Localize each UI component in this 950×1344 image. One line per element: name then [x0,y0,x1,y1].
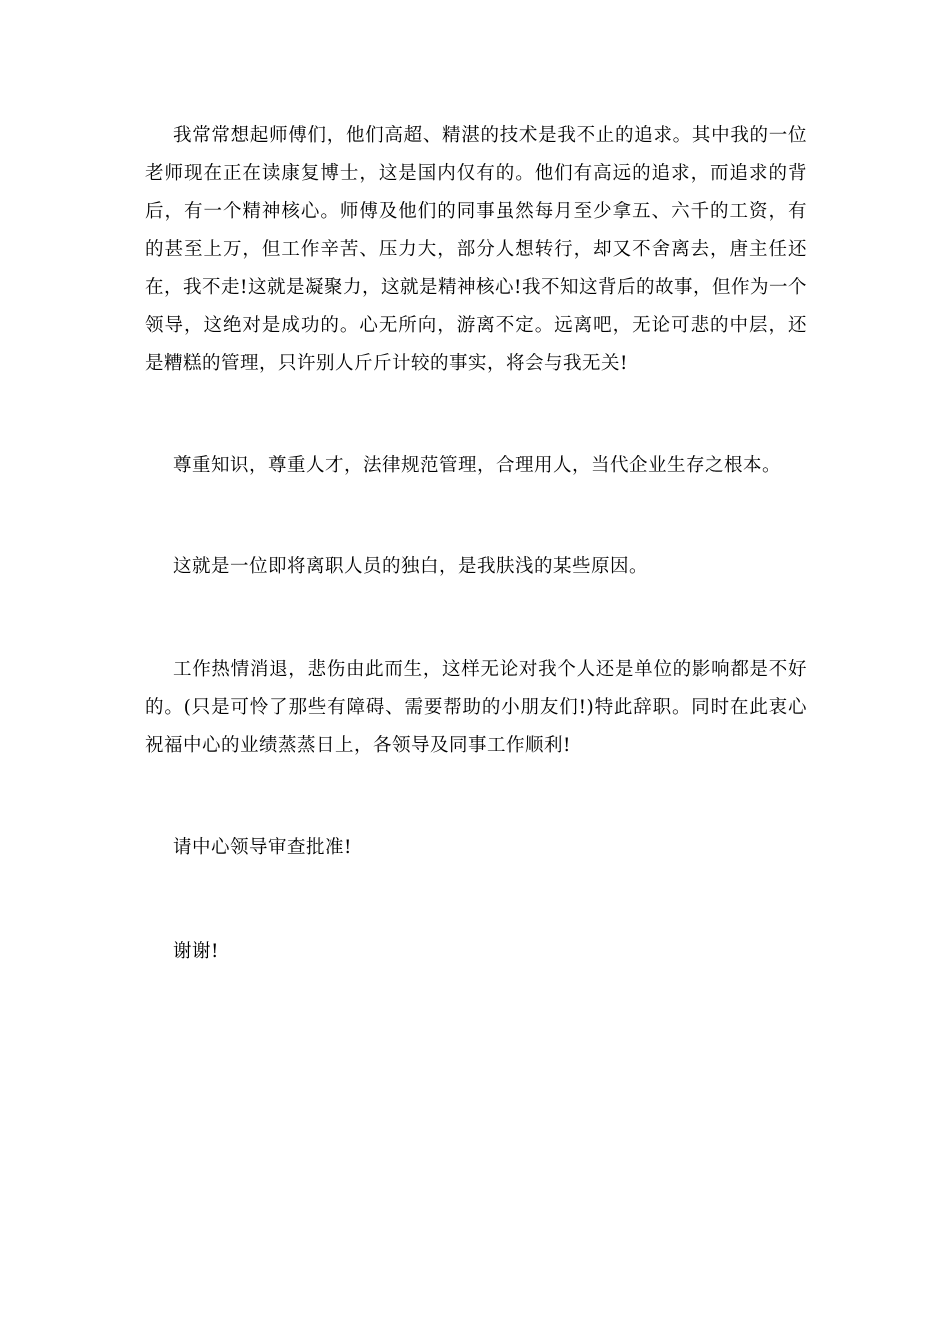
paragraph-monologue: 这就是一位即将离职人员的独白，是我肤浅的某些原因。 [173,556,649,577]
paragraph-approval-request: 请中心领导审查批准! [173,837,352,858]
paragraph-thanks: 谢谢! [173,941,219,962]
paragraph-resignation: 工作热情消退，悲伤由此而生，这样无论对我个人还是单位的影响都是不好的。(只是可怜了那些有障碍、需要帮助的小朋友们!)特此辞职。同时在此衷心祝福中心的业绩蒸蒸日上，各领导及同事工作顺利! [145,659,807,756]
paragraph-respect-knowledge: 尊重知识，尊重人才，法律规范管理，合理用人，当代企业生存之根本。 [173,455,782,476]
paragraph-master-pursuit: 我常常想起师傅们，他们高超、精湛的技术是我不止的追求。其中我的一位老师现在正在读康复博士，这是国内仅有的。他们有高远的追求，而追求的背后，有一个精神核心。师傅及他们的同事虽然每月至少拿五、六千的工资，有的甚至上万，但工作辛苦、压力大，部分人想转行，却又不舍离去，唐主任还在，我不走!这就是凝聚力，这就是精神核心!我不知这背后的故事，但作为一个领导，这绝对是成功的。心无所向，游离不定。远离吧，无论可悲的中层，还是糟糕的管理，只许别人斤斤计较的事实，将会与我无关! [145,125,807,374]
